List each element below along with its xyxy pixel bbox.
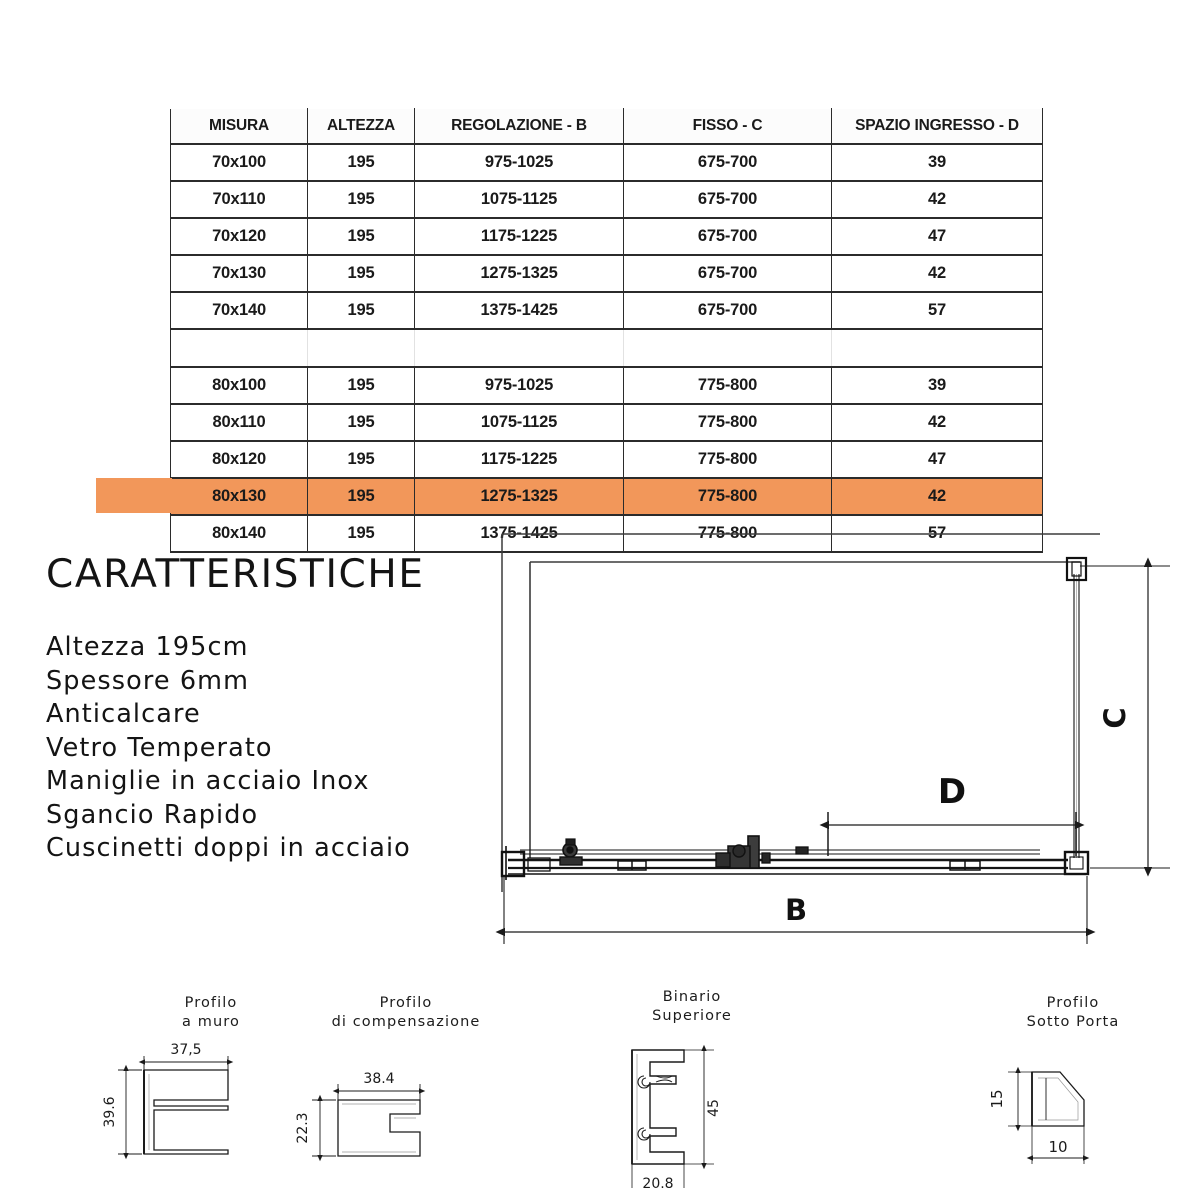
cell-misura: 80x100 xyxy=(171,367,308,404)
cell-fisso: 775-800 xyxy=(624,404,832,441)
cell-altezza: 195 xyxy=(308,218,415,255)
cell-spazio: 47 xyxy=(832,218,1043,255)
cell-regolazione: 1275-1325 xyxy=(415,478,624,515)
separator-cell xyxy=(308,329,415,367)
cell-altezza: 195 xyxy=(308,181,415,218)
feature-item: Cuscinetti doppi in acciaio xyxy=(46,833,411,863)
cell-spazio: 57 xyxy=(832,515,1043,552)
profile-height-value: 39.6 xyxy=(102,1096,118,1128)
left-wall-profile xyxy=(502,846,550,880)
separator-cell xyxy=(415,329,624,367)
feature-item: Maniglie in acciaio Inox xyxy=(46,766,370,796)
cell-altezza: 195 xyxy=(308,478,415,515)
profile-height-dimension xyxy=(1008,1072,1038,1126)
profile-title-line2: Sotto Porta xyxy=(1026,1014,1120,1030)
bottom-sliding-rail xyxy=(508,850,1068,874)
profile-title-line2: Superiore xyxy=(652,1008,732,1024)
features-list xyxy=(46,631,516,866)
dimension-label-c: C xyxy=(1098,707,1132,729)
size-specification-table xyxy=(170,108,1042,553)
cell-spazio: 42 xyxy=(832,404,1043,441)
cell-fisso: 775-800 xyxy=(624,478,832,515)
separator-cell xyxy=(624,329,832,367)
cell-regolazione: 975-1025 xyxy=(415,144,624,181)
cell-regolazione: 1075-1125 xyxy=(415,181,624,218)
table-row xyxy=(171,218,1043,255)
cell-spazio: 42 xyxy=(832,181,1043,218)
feature-item: Vetro Temperato xyxy=(46,732,273,763)
cell-regolazione: 1375-1425 xyxy=(415,515,624,552)
profile-height-value: 15 xyxy=(988,1089,1006,1109)
cell-spazio: 39 xyxy=(832,367,1043,404)
table-group-separator-row xyxy=(171,329,1043,367)
cell-altezza: 195 xyxy=(308,144,415,181)
table-header-row xyxy=(171,109,1043,145)
cell-altezza: 195 xyxy=(308,292,415,329)
cell-fisso: 675-700 xyxy=(624,292,832,329)
spec-table xyxy=(170,108,1043,553)
profile-compensation-section xyxy=(286,994,526,1173)
profile-under-door-section xyxy=(968,994,1178,1183)
table-row-highlighted xyxy=(171,478,1043,515)
profile-title-line1: Binario xyxy=(662,989,722,1005)
feature-item: Spessore 6mm xyxy=(46,665,250,696)
dimension-label-d: D xyxy=(937,772,967,812)
separator-cell xyxy=(832,329,1043,367)
cell-spazio: 47 xyxy=(832,441,1043,478)
profile-height-value: 45 xyxy=(706,1099,722,1117)
profile-width-value: 10 xyxy=(1048,1138,1068,1156)
profile-width-value: 20.8 xyxy=(642,1176,674,1192)
column-header-fisso-c: FISSO - C xyxy=(624,109,832,145)
column-header-misura: MISURA xyxy=(171,109,308,145)
cell-spazio: 42 xyxy=(832,478,1043,515)
cell-misura: 70x140 xyxy=(171,292,308,329)
separator-cell xyxy=(171,329,308,367)
table-row xyxy=(171,404,1043,441)
enclosure-outline xyxy=(530,562,1080,858)
cell-regolazione: 1275-1325 xyxy=(415,255,624,292)
cell-altezza: 195 xyxy=(308,255,415,292)
profile-title-line1: Profilo xyxy=(379,995,433,1011)
center-handle-assembly xyxy=(716,836,808,868)
features-title: CARATTERISTICHE xyxy=(46,552,425,597)
profile-cross-section xyxy=(338,1100,420,1156)
highlight-marker-bar xyxy=(96,478,172,513)
dimension-label-b: B xyxy=(784,893,808,927)
cell-regolazione: 1175-1225 xyxy=(415,218,624,255)
cell-misura: 80x120 xyxy=(171,441,308,478)
cell-fisso: 675-700 xyxy=(624,181,832,218)
table-row xyxy=(171,292,1043,329)
table-row xyxy=(171,255,1043,292)
table-row xyxy=(171,367,1043,404)
cell-misura: 80x140 xyxy=(171,515,308,552)
profile-title-line2: a muro xyxy=(182,1014,240,1030)
profile-cross-section xyxy=(1032,1072,1084,1126)
cell-misura: 70x130 xyxy=(171,255,308,292)
profile-title-line1: Profilo xyxy=(1046,995,1100,1011)
wall-reference-frame xyxy=(502,534,1100,892)
profile-height-dimension xyxy=(118,1070,142,1154)
profile-width-value: 37,5 xyxy=(170,1042,202,1058)
profile-cross-section xyxy=(632,1050,684,1164)
feature-item: Anticalcare xyxy=(46,699,201,729)
table-row xyxy=(171,441,1043,478)
cell-misura: 70x120 xyxy=(171,218,308,255)
cell-fisso: 775-800 xyxy=(624,367,832,404)
profile-cross-section xyxy=(144,1070,228,1154)
cell-fisso: 675-700 xyxy=(624,144,832,181)
profile-title-line1: Profilo xyxy=(184,995,238,1011)
cell-fisso: 775-800 xyxy=(624,441,832,478)
feature-item: Sgancio Rapido xyxy=(46,799,259,830)
cell-misura: 70x100 xyxy=(171,144,308,181)
table-row xyxy=(171,181,1043,218)
table-row xyxy=(171,144,1043,181)
cell-altezza: 195 xyxy=(308,515,415,552)
features-section xyxy=(46,552,516,866)
cell-regolazione: 1175-1225 xyxy=(415,441,624,478)
profile-height-value: 22.3 xyxy=(295,1112,311,1144)
cell-fisso: 675-700 xyxy=(624,255,832,292)
cell-misura: 80x130 xyxy=(171,478,308,515)
cell-fisso: 675-700 xyxy=(624,218,832,255)
cell-spazio: 57 xyxy=(832,292,1043,329)
cell-altezza: 195 xyxy=(308,441,415,478)
cell-regolazione: 1075-1125 xyxy=(415,404,624,441)
left-roller-carriage xyxy=(560,839,582,865)
column-header-regolazione-b: REGOLAZIONE - B xyxy=(415,109,624,145)
cell-misura: 70x110 xyxy=(171,181,308,218)
cell-altezza: 195 xyxy=(308,367,415,404)
column-header-altezza: ALTEZZA xyxy=(308,109,415,145)
feature-item: Altezza 195cm xyxy=(46,632,249,662)
cell-misura: 80x110 xyxy=(171,404,308,441)
cell-regolazione: 1375-1425 xyxy=(415,292,624,329)
cell-regolazione: 975-1025 xyxy=(415,367,624,404)
cell-fisso: 775-800 xyxy=(624,515,832,552)
profile-width-value: 38.4 xyxy=(363,1071,395,1087)
shower-enclosure-plan-drawing xyxy=(480,520,1200,960)
column-header-spazio-ingresso-d: SPAZIO INGRESSO - D xyxy=(832,109,1043,145)
dimension-d xyxy=(828,812,1076,856)
cell-altezza: 195 xyxy=(308,404,415,441)
profile-height-dimension xyxy=(312,1100,336,1156)
profile-upper-rail-section xyxy=(592,988,792,1197)
cell-spazio: 42 xyxy=(832,255,1043,292)
profile-title-line2: di compensazione xyxy=(331,1014,481,1030)
cell-spazio: 39 xyxy=(832,144,1043,181)
